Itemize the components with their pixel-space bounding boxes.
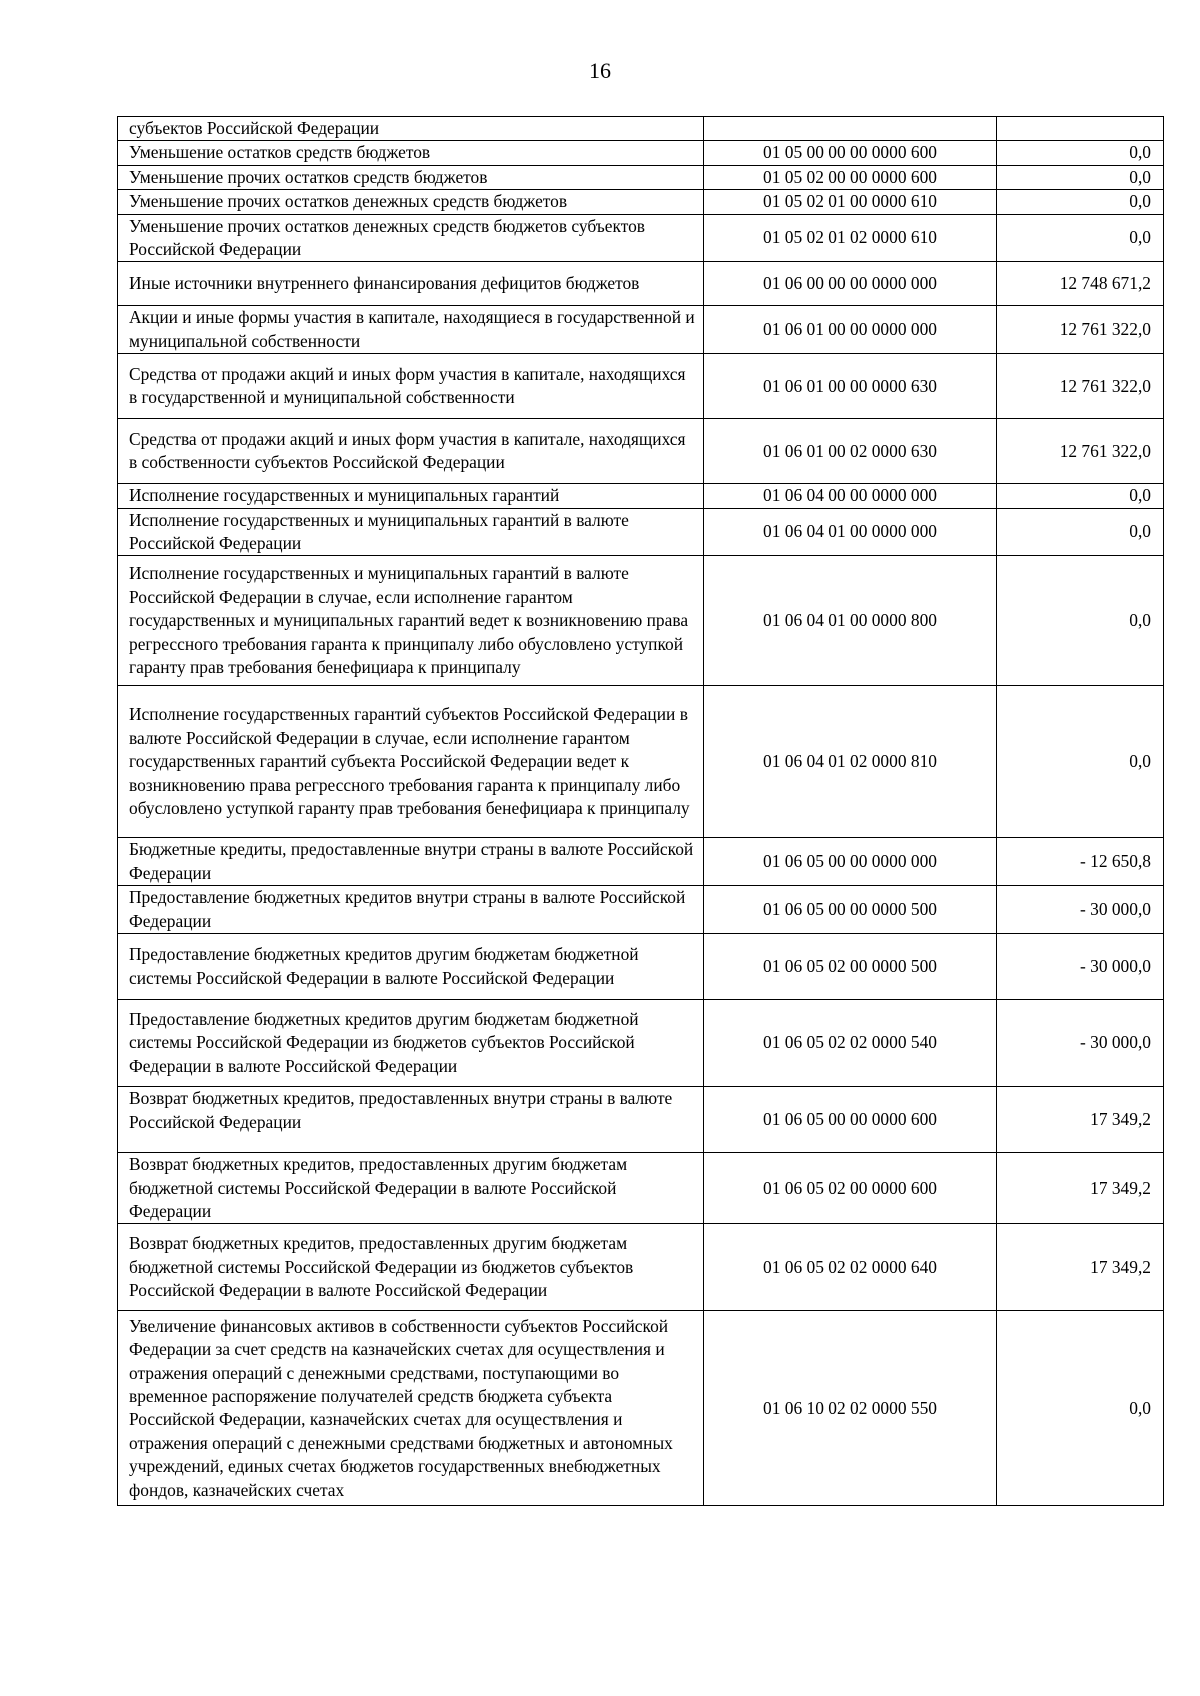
source-name-cell: Уменьшение прочих остатков денежных средств бюджетов субъектов Российской Федерации [118, 214, 704, 262]
table-row [118, 117, 1164, 141]
amount-cell: 0,0 [997, 141, 1164, 165]
budget-code-cell: 01 05 02 00 00 0000 600 [704, 165, 997, 189]
source-name-cell: Исполнение государственных и муниципальных гарантий в валюте Российской Федерации [118, 508, 704, 556]
table-row [118, 484, 1164, 508]
source-name-cell: Увеличение финансовых активов в собственности субъектов Российской Федерации за счет средств на казначейских счетах для осуществления и отражения операций с денежными средствами, поступающими во временное распоряжение получателей средств бюджета субъекта Российской Федерации, казначейских счетах для осуществления и отражения операций с денежными средствами бюджетных и автономных учреждений, единых счетах бюджетов государственных внебюджетных фондов, казначейских счетах [118, 1311, 704, 1506]
table-row [118, 1153, 1164, 1224]
amount-cell: - 30 000,0 [997, 886, 1164, 934]
source-name-cell: Исполнение государственных и муниципальных гарантий в валюте Российской Федерации в случае, если исполнение гарантом государственных и муниципальных гарантий ведет к возникновению права регрессного требования гаранта к принципалу либо обусловлено уступкой гаранту прав требования бенефициара к принципалу [118, 556, 704, 686]
amount-cell: - 30 000,0 [997, 934, 1164, 1000]
amount-cell: 0,0 [997, 556, 1164, 686]
budget-code-cell: 01 06 05 00 00 0000 000 [704, 838, 997, 886]
table-row [118, 556, 1164, 686]
table-row [118, 508, 1164, 556]
amount-cell: 0,0 [997, 1311, 1164, 1506]
amount-cell: 0,0 [997, 165, 1164, 189]
table-row [118, 1000, 1164, 1087]
source-name-cell: Исполнение государственных и муниципальных гарантий [118, 484, 704, 508]
source-name-cell: Предоставление бюджетных кредитов внутри страны в валюте Российской Федерации [118, 886, 704, 934]
source-name-cell: Возврат бюджетных кредитов, предоставленных другим бюджетам бюджетной системы Российской Федерации в валюте Российской Федерации [118, 1153, 704, 1224]
budget-code-cell: 01 06 05 02 02 0000 640 [704, 1224, 997, 1311]
table-row [118, 1087, 1164, 1153]
source-name-cell: Акции и иные формы участия в капитале, находящиеся в государственной и муниципальной собственности [118, 306, 704, 354]
source-name-cell: Возврат бюджетных кредитов, предоставленных другим бюджетам бюджетной системы Российской Федерации из бюджетов субъектов Российской Федерации в валюте Российской Федерации [118, 1224, 704, 1311]
source-name-cell: Возврат бюджетных кредитов, предоставленных внутри страны в валюте Российской Федерации [118, 1087, 704, 1153]
amount-cell: 0,0 [997, 508, 1164, 556]
amount-cell: 12 761 322,0 [997, 306, 1164, 354]
table-row [118, 165, 1164, 189]
budget-code-cell: 01 06 01 00 00 0000 000 [704, 306, 997, 354]
table-row [118, 141, 1164, 165]
budget-code-cell: 01 06 10 02 02 0000 550 [704, 1311, 997, 1506]
table-row [118, 934, 1164, 1000]
budget-code-cell: 01 06 05 02 02 0000 540 [704, 1000, 997, 1087]
table-body [118, 117, 1164, 1506]
amount-cell: - 30 000,0 [997, 1000, 1164, 1087]
amount-cell: 0,0 [997, 190, 1164, 214]
budget-code-cell: 01 06 04 00 00 0000 000 [704, 484, 997, 508]
budget-code-cell: 01 06 04 01 02 0000 810 [704, 686, 997, 838]
budget-code-cell: 01 06 05 02 00 0000 500 [704, 934, 997, 1000]
amount-cell: 17 349,2 [997, 1153, 1164, 1224]
source-name-cell: субъектов Российской Федерации [118, 117, 704, 141]
table-row [118, 838, 1164, 886]
table-row [118, 419, 1164, 484]
source-name-cell: Исполнение государственных гарантий субъектов Российской Федерации в валюте Российской Федерации в случае, если исполнение гарантом государственных гарантий субъекта Российской Федерации ведет к возникновению права регрессного требования гаранта к принципалу либо обусловлено уступкой гаранту прав требования бенефициара к принципалу [118, 686, 704, 838]
table-row [118, 1311, 1164, 1506]
table-row [118, 306, 1164, 354]
amount-cell: 0,0 [997, 214, 1164, 262]
budget-code-cell [704, 117, 997, 141]
source-name-cell: Средства от продажи акций и иных форм участия в капитале, находящихся в собственности субъектов Российской Федерации [118, 419, 704, 484]
table-row [118, 214, 1164, 262]
amount-cell: 17 349,2 [997, 1224, 1164, 1311]
budget-code-cell: 01 06 04 01 00 0000 800 [704, 556, 997, 686]
table-row [118, 354, 1164, 419]
source-name-cell: Средства от продажи акций и иных форм участия в капитале, находящихся в государственной и муниципальной собственности [118, 354, 704, 419]
budget-code-cell: 01 06 05 00 00 0000 600 [704, 1087, 997, 1153]
source-name-cell: Уменьшение прочих остатков средств бюджетов [118, 165, 704, 189]
source-name-cell: Уменьшение прочих остатков денежных средств бюджетов [118, 190, 704, 214]
budget-code-cell: 01 06 05 00 00 0000 500 [704, 886, 997, 934]
table-row [118, 190, 1164, 214]
budget-code-cell: 01 06 05 02 00 0000 600 [704, 1153, 997, 1224]
source-name-cell: Уменьшение остатков средств бюджетов [118, 141, 704, 165]
amount-cell: 12 761 322,0 [997, 419, 1164, 484]
amount-cell: 17 349,2 [997, 1087, 1164, 1153]
budget-sources-table [117, 116, 1164, 1506]
table-row [118, 886, 1164, 934]
source-name-cell: Иные источники внутреннего финансирования дефицитов бюджетов [118, 262, 704, 306]
budget-code-cell: 01 06 01 00 00 0000 630 [704, 354, 997, 419]
amount-cell: 0,0 [997, 484, 1164, 508]
amount-cell: 0,0 [997, 686, 1164, 838]
budget-code-cell: 01 05 02 01 02 0000 610 [704, 214, 997, 262]
amount-cell [997, 117, 1164, 141]
amount-cell: - 12 650,8 [997, 838, 1164, 886]
amount-cell: 12 748 671,2 [997, 262, 1164, 306]
budget-code-cell: 01 06 01 00 02 0000 630 [704, 419, 997, 484]
amount-cell: 12 761 322,0 [997, 354, 1164, 419]
table-row [118, 262, 1164, 306]
budget-code-cell: 01 06 00 00 00 0000 000 [704, 262, 997, 306]
source-name-cell: Предоставление бюджетных кредитов другим бюджетам бюджетной системы Российской Федерации из бюджетов субъектов Российской Федерации в валюте Российской Федерации [118, 1000, 704, 1087]
budget-code-cell: 01 05 02 01 00 0000 610 [704, 190, 997, 214]
page-number: 16 [589, 58, 611, 83]
table-row [118, 686, 1164, 838]
source-name-cell: Бюджетные кредиты, предоставленные внутри страны в валюте Российской Федерации [118, 838, 704, 886]
table-row [118, 1224, 1164, 1311]
budget-code-cell: 01 06 04 01 00 0000 000 [704, 508, 997, 556]
budget-code-cell: 01 05 00 00 00 0000 600 [704, 141, 997, 165]
source-name-cell: Предоставление бюджетных кредитов другим бюджетам бюджетной системы Российской Федерации в валюте Российской Федерации [118, 934, 704, 1000]
